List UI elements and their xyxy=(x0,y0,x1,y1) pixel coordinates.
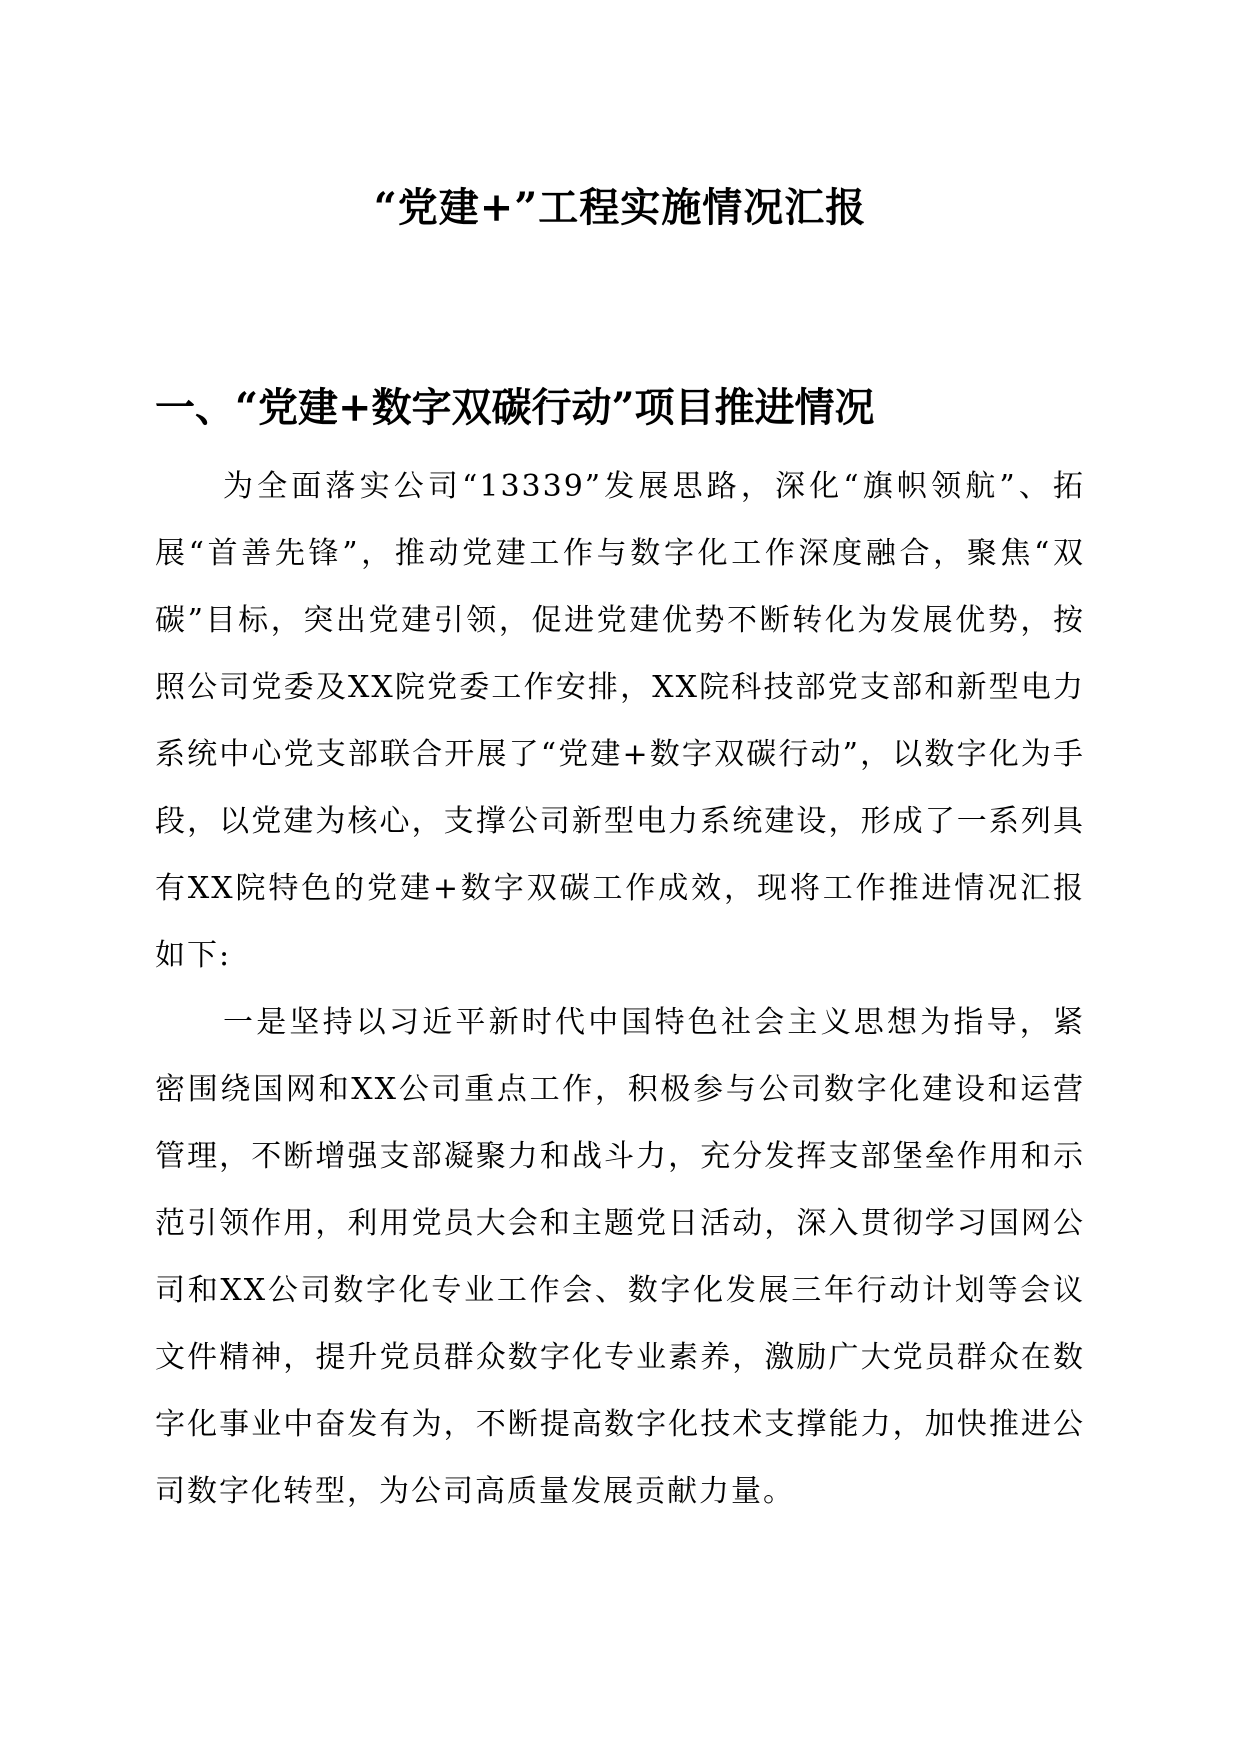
body-paragraph: 为全面落实公司“13339”发展思路，深化“旗帜领航”、拓展“首善先锋”，推动党建工作与数字化工作深度融合，聚焦“双碳”目标，突出党建引领，促进党建优势不断转化为发展优势，按照公司党委及XX院党委工作安排，XX院科技部党支部和新型电力系统中心党支部联合开展了“党建+数字双碳行动”，以数字化为手段，以党建为核心，支撑公司新型电力系统建设，形成了一系列具有XX院特色的党建+数字双碳工作成效，现将工作推进情况汇报如下: xyxy=(155,469,1085,973)
body-paragraph: 一是坚持以习近平新时代中国特色社会主义思想为指导，紧密围绕国网和XX公司重点工作，积极参与公司数字化建设和运营管理，不断增强支部凝聚力和战斗力，充分发挥支部堡垒作用和示范引领作用，利用党员大会和主题党日活动，深入贯彻学习国网公司和XX公司数字化专业工作会、数字化发展三年行动计划等会议文件精神，提升党员群众数字化专业素养，激励广大党员群众在数字化事业中奋发有为，不断提高数字化技术支撑能力，加快推进公司数字化转型，为公司高质量发展贡献力量。 xyxy=(155,1005,1085,1509)
document-title: “党建+”工程实施情况汇报 xyxy=(373,184,867,231)
section-heading: 一、“党建+数字双碳行动”项目推进情况 xyxy=(155,384,875,431)
